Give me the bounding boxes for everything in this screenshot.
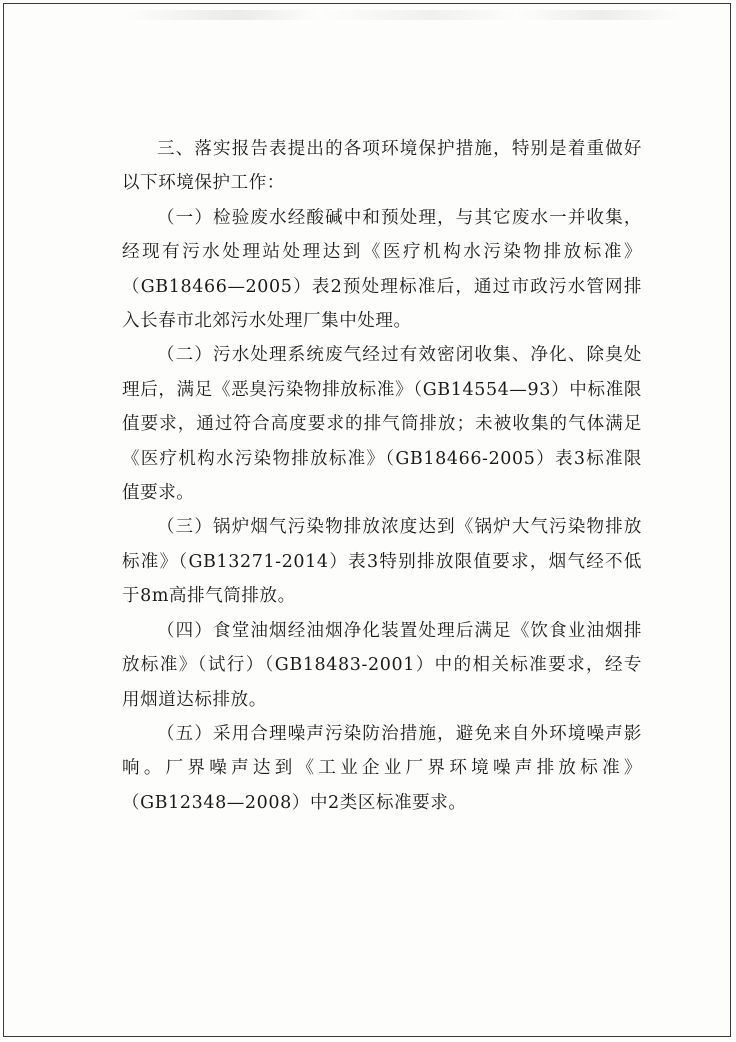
paragraph-item-3: （三）锅炉烟气污染物排放浓度达到《锅炉大气污染物排放标准》（GB13271-2014）表3特别排放限值要求，烟气经不低于8m高排气筒排放。 [122, 517, 642, 607]
paragraph-item-1: （一）检验废水经酸碱中和预处理，与其它废水一并收集，经现有污水处理站处理达到《医疗机构水污染物排放标准》（GB18466—2005）表2预处理标准后，通过市政污水管网排入长春市北郊污水处理厂集中处理。 [122, 207, 642, 332]
paragraph-item-4: （四）食堂油烟经油烟净化装置处理后满足《饮食业油烟排放标准》（试行）（GB18483-2001）中的相关标准要求，经专用烟道达标排放。 [122, 620, 642, 710]
document-page [3, 3, 731, 1037]
paragraph-item-5: （五）采用合理噪声污染防治措施，避免来自外环境噪声影响。厂界噪声达到《工业企业厂界环境噪声排放标准》（GB12348—2008）中2类区标准要求。 [122, 723, 642, 813]
document-body [122, 132, 642, 820]
paragraph-intro: 三、落实报告表提出的各项环境保护措施，特别是着重做好以下环境保护工作： [122, 139, 642, 194]
paragraph-item-2: （二）污水处理系统废气经过有效密闭收集、净化、除臭处理后，满足《恶臭污染物排放标准》（GB14554—93）中标准限值要求，通过符合高度要求的排气筒排放；未被收集的气体满足《医疗机构水污染物排放标准》（GB18466-2005）表3标准限值要求。 [122, 345, 642, 504]
scan-artifact [124, 10, 684, 20]
